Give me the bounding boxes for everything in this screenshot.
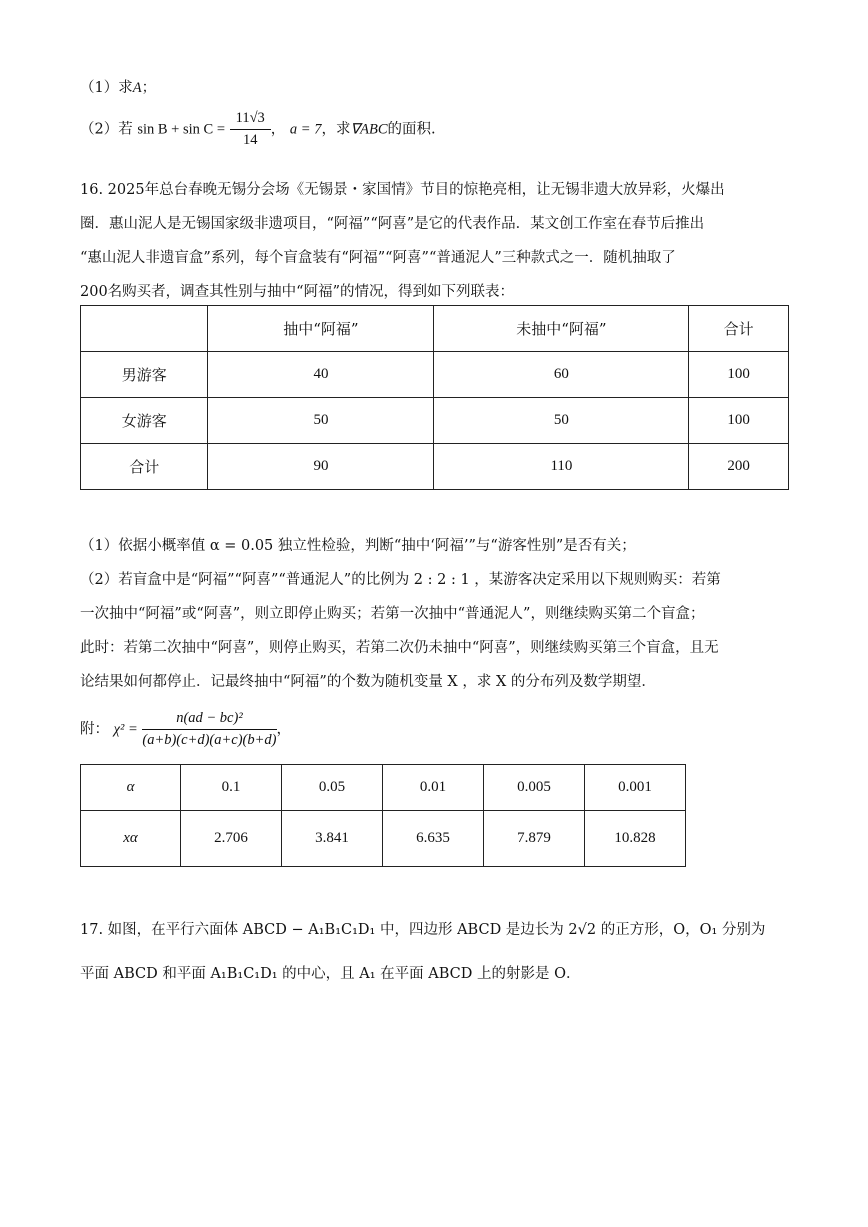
- table-row: α 0.1 0.05 0.01 0.005 0.001: [81, 765, 686, 811]
- table-header-row: 抽中“阿福” 未抽中“阿福” 合计: [81, 306, 789, 352]
- q16-part2-line1: （2）若盲盒中是“阿福”“阿喜”“普通泥人”的比例为 2 : 2 : 1 ，某游客决定采用以下规则购买：若第: [80, 572, 721, 588]
- q17-line1: 17. 如图，在平行六面体 ABCD − A₁B₁C₁D₁ 中，四边形 ABCD 是边长为 2√2 的正方形，O，O₁ 分别为: [80, 922, 766, 938]
- fraction: $\frac{11√3}{14}$: [230, 110, 271, 149]
- chi-square-fraction: $\frac{\text{n(ad − bc)²}}{(a+b)(c+d)(a+c)(b+d)}$: [142, 710, 277, 748]
- q16-intro-line1: 16. 2025年总台春晚无锡分会场《无锡景・家国情》节目的惊艳亮相，让无锡非遗大放异彩，火爆出: [80, 182, 725, 198]
- chi-square-formula: 附： χ² = $\frac{\text{n(ad − bc)²}}{(a+b)(c+d)(a+c)(b+d)}$ ，: [80, 710, 291, 748]
- table-row: 女游客 50 50 100: [81, 398, 789, 444]
- critical-value-table: [80, 764, 686, 867]
- contingency-table: [80, 305, 789, 490]
- table-row: 合计 90 110 200: [81, 444, 789, 490]
- table-row: 男游客 40 60 100: [81, 352, 789, 398]
- q16-part2-line4: 论结果如何都停止．记最终抽中“阿福”的个数为随机变量 X ，求 X 的分布列及数学期望．: [80, 674, 656, 690]
- q15-part2: （2）若 sin B + sin C = $\frac{11√3}{14}$ ， a = 7，求∇ABC的面积.: [80, 110, 436, 148]
- q16-part1: （1）依据小概率值 α = 0.05 独立性检验，判断“抽中‘阿福’”与“游客性别”是否有关；: [80, 538, 636, 554]
- q15-part1: （1）求A；: [80, 80, 157, 96]
- table-row: xα 2.706 3.841 6.635 7.879 10.828: [81, 811, 686, 867]
- q16-intro-line2: 圈．惠山泥人是无锡国家级非遗项目，“阿福”“阿喜”是它的代表作品．某文创工作室在春节后推出: [80, 216, 705, 232]
- q16-part2-line3: 此时：若第二次抽中“阿喜”，则停止购买，若第二次仍未抽中“阿喜”，则继续购买第三个盲盒，且无: [80, 640, 719, 656]
- q16-intro-line4: 200名购买者，调查其性别与抽中“阿福”的情况，得到如下列联表：: [80, 284, 514, 300]
- q16-intro-line3: “惠山泥人非遗盲盒”系列，每个盲盒装有“阿福”“阿喜”“普通泥人”三种款式之一．随机抽取了: [80, 250, 676, 266]
- q17-line2: 平面 ABCD 和平面 A₁B₁C₁D₁ 的中心，且 A₁ 在平面 ABCD 上的射影是 O．: [80, 966, 581, 982]
- q16-part2-line2: 一次抽中“阿福”或“阿喜”，则立即停止购买；若第一次抽中“普通泥人”，则继续购买第二个盲盒；: [80, 606, 705, 622]
